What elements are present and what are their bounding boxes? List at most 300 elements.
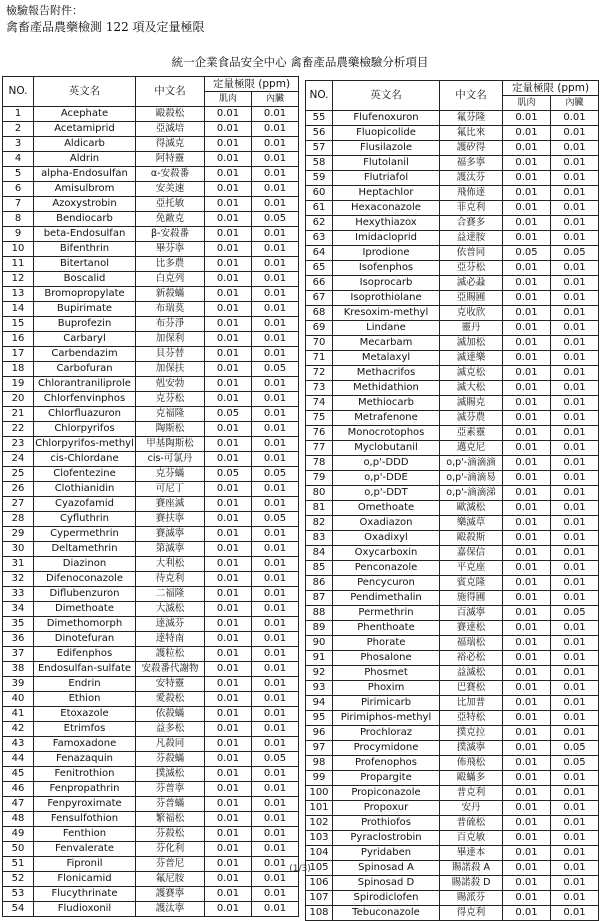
cell-chinese-name: 普克利 (440, 786, 503, 801)
cell-limit-organ: 0.01 (252, 167, 299, 182)
cell-no: 100 (306, 786, 333, 801)
cell-limit-organ: 0.01 (252, 707, 299, 722)
cell-chinese-name: 撲滅寧 (440, 741, 503, 756)
cell-limit-muscle: 0.01 (503, 876, 551, 891)
cell-limit-organ: 0.01 (252, 137, 299, 152)
cell-chinese-name: 賽滅寧 (136, 527, 205, 542)
table-row (306, 636, 599, 651)
cell-limit-organ: 0.01 (551, 396, 599, 411)
cell-english-name: Cyazofamid (34, 497, 136, 512)
cell-chinese-name: 滅加松 (440, 336, 503, 351)
cell-english-name: Aldrin (34, 152, 136, 167)
cell-no: 80 (306, 486, 333, 501)
cell-english-name: Hexythiazox (333, 216, 440, 231)
cell-english-name: Fensulfothion (34, 812, 136, 827)
cell-no: 95 (306, 711, 333, 726)
table-row (306, 786, 599, 801)
cell-limit-muscle: 0.01 (205, 302, 252, 317)
cell-limit-muscle: 0.01 (503, 381, 551, 396)
cell-chinese-name: 平克座 (440, 561, 503, 576)
cell-chinese-name: 大滅松 (136, 602, 205, 617)
cell-chinese-name: 克芬松 (136, 392, 205, 407)
cell-limit-organ: 0.01 (252, 572, 299, 587)
table-row (306, 396, 599, 411)
table-row (306, 516, 599, 531)
cell-english-name: Fenitrothion (34, 767, 136, 782)
pesticide-table-left (2, 76, 299, 917)
cell-english-name: Penconazole (333, 561, 440, 576)
cell-limit-organ: 0.01 (252, 347, 299, 362)
cell-limit-muscle: 0.01 (205, 602, 252, 617)
cell-no: 105 (306, 861, 333, 876)
cell-english-name: Kresoxim-methyl (333, 306, 440, 321)
cell-english-name: Imidacloprid (333, 231, 440, 246)
table-row (306, 906, 599, 921)
cell-english-name: Chlorfluazuron (34, 407, 136, 422)
cell-limit-muscle: 0.01 (503, 396, 551, 411)
cell-limit-muscle: 0.01 (503, 861, 551, 876)
cell-no: 13 (3, 287, 34, 302)
cell-limit-organ: 0.01 (252, 887, 299, 902)
cell-no: 85 (306, 561, 333, 576)
cell-limit-organ: 0.01 (252, 812, 299, 827)
cell-english-name: Clothianidin (34, 482, 136, 497)
table-row (3, 257, 299, 272)
cell-english-name: Monocrotophos (333, 426, 440, 441)
cell-limit-muscle: 0.01 (205, 527, 252, 542)
table-row (306, 321, 599, 336)
cell-limit-organ: 0.01 (551, 216, 599, 231)
cell-no: 56 (306, 126, 333, 141)
table-row (3, 107, 299, 122)
col-header-no: NO. (306, 81, 333, 111)
table-row (306, 216, 599, 231)
cell-limit-organ: 0.01 (252, 617, 299, 632)
table-row (306, 126, 599, 141)
cell-chinese-name: 滅大松 (440, 381, 503, 396)
col-header-english-name: 英文名 (333, 81, 440, 111)
table-row (306, 231, 599, 246)
cell-limit-muscle: 0.01 (205, 152, 252, 167)
cell-no: 42 (3, 722, 34, 737)
cell-no: 82 (306, 516, 333, 531)
cell-chinese-name: 賓克隆 (440, 576, 503, 591)
cell-limit-muscle: 0.01 (503, 351, 551, 366)
cell-limit-organ: 0.01 (551, 486, 599, 501)
cell-chinese-name: 賽扶寧 (136, 512, 205, 527)
cell-limit-organ: 0.01 (551, 381, 599, 396)
cell-english-name: Chlorpyrifos-methyl (34, 437, 136, 452)
cell-limit-organ: 0.01 (252, 257, 299, 272)
cell-chinese-name: 飛佈達 (440, 186, 503, 201)
col-header-muscle: 肌肉 (205, 92, 252, 107)
cell-limit-muscle: 0.01 (205, 767, 252, 782)
table-row (306, 741, 599, 756)
table-row (306, 891, 599, 906)
cell-no: 32 (3, 572, 34, 587)
cell-chinese-name: 繁福松 (136, 812, 205, 827)
cell-no: 74 (306, 396, 333, 411)
cell-no: 23 (3, 437, 34, 452)
cell-limit-organ: 0.01 (252, 407, 299, 422)
cell-chinese-name: 氟芬隆 (440, 111, 503, 126)
cell-limit-muscle: 0.01 (503, 486, 551, 501)
cell-no: 47 (3, 797, 34, 812)
cell-chinese-name: 護矽得 (440, 141, 503, 156)
cell-english-name: Methacrifos (333, 366, 440, 381)
cell-english-name: Phosmet (333, 666, 440, 681)
cell-english-name: Metalaxyl (333, 351, 440, 366)
table-row (3, 827, 299, 842)
cell-english-name: Bromopropylate (34, 287, 136, 302)
cell-limit-organ: 0.01 (252, 152, 299, 167)
cell-limit-organ: 0.01 (252, 797, 299, 812)
cell-chinese-name: 賽達松 (440, 621, 503, 636)
table-row (3, 452, 299, 467)
cell-english-name: Fenpyroximate (34, 797, 136, 812)
cell-chinese-name: 畢芬寧 (136, 242, 205, 257)
cell-english-name: Procymidone (333, 741, 440, 756)
table-row (306, 291, 599, 306)
cell-no: 65 (306, 261, 333, 276)
cell-limit-muscle: 0.01 (503, 711, 551, 726)
table-row (306, 606, 599, 621)
cell-no: 24 (3, 452, 34, 467)
cell-no: 58 (306, 156, 333, 171)
cell-chinese-name: 菲克利 (440, 201, 503, 216)
cell-chinese-name: 甲基陶斯松 (136, 437, 205, 452)
cell-limit-muscle: 0.01 (205, 392, 252, 407)
cell-chinese-name: 達特南 (136, 632, 205, 647)
table-row (3, 392, 299, 407)
cell-chinese-name: 依普同 (440, 246, 503, 261)
cell-english-name: Isofenphos (333, 261, 440, 276)
table-row (3, 362, 299, 377)
cell-limit-muscle: 0.01 (205, 677, 252, 692)
cell-limit-muscle: 0.01 (503, 531, 551, 546)
cell-no: 29 (3, 527, 34, 542)
table-row (3, 167, 299, 182)
table-row (306, 156, 599, 171)
cell-limit-muscle: 0.01 (205, 827, 252, 842)
cell-no: 99 (306, 771, 333, 786)
cell-no: 43 (3, 737, 34, 752)
cell-limit-muscle: 0.01 (503, 696, 551, 711)
table-body-right (306, 111, 599, 921)
cell-limit-organ: 0.05 (252, 212, 299, 227)
cell-no: 66 (306, 276, 333, 291)
cell-no: 77 (306, 441, 333, 456)
cell-english-name: Chlorantraniliprole (34, 377, 136, 392)
table-row (3, 527, 299, 542)
cell-no: 88 (306, 606, 333, 621)
cell-english-name: Amisulbrom (34, 182, 136, 197)
cell-limit-organ: 0.01 (252, 872, 299, 887)
cell-no: 60 (306, 186, 333, 201)
cell-english-name: Fenpropathrin (34, 782, 136, 797)
cell-limit-organ: 0.05 (252, 362, 299, 377)
cell-limit-organ: 0.01 (551, 426, 599, 441)
cell-limit-organ: 0.01 (252, 422, 299, 437)
cell-limit-muscle: 0.01 (503, 321, 551, 336)
cell-chinese-name: 亞賜圃 (440, 291, 503, 306)
cell-no: 57 (306, 141, 333, 156)
cell-no: 93 (306, 681, 333, 696)
cell-no: 90 (306, 636, 333, 651)
table-row (3, 197, 299, 212)
table-row (3, 812, 299, 827)
cell-limit-muscle: 0.05 (503, 246, 551, 261)
cell-english-name: Hexaconazole (333, 201, 440, 216)
cell-english-name: Azoxystrobin (34, 197, 136, 212)
cell-limit-organ: 0.01 (252, 857, 299, 872)
cell-english-name: cis-Chlordane (34, 452, 136, 467)
table-row (306, 201, 599, 216)
cell-english-name: Fenvalerate (34, 842, 136, 857)
table-row (3, 557, 299, 572)
cell-limit-organ: 0.01 (252, 782, 299, 797)
cell-chinese-name: 比加普 (440, 696, 503, 711)
cell-no: 14 (3, 302, 34, 317)
cell-no: 91 (306, 651, 333, 666)
cell-english-name: Pyraclostrobin (333, 831, 440, 846)
cell-chinese-name: 布瑞莫 (136, 302, 205, 317)
table-row (306, 531, 599, 546)
cell-chinese-name: 亞特松 (440, 711, 503, 726)
col-header-organ: 內臟 (252, 92, 299, 107)
cell-limit-organ: 0.01 (252, 332, 299, 347)
cell-limit-muscle: 0.01 (205, 557, 252, 572)
table-row (306, 726, 599, 741)
cell-chinese-name: 陶斯松 (136, 422, 205, 437)
cell-limit-muscle: 0.01 (205, 287, 252, 302)
cell-limit-muscle: 0.01 (205, 122, 252, 137)
cell-chinese-name: 安丹 (440, 801, 503, 816)
table-title: 統一企業食品安全中心 禽畜產品農藥檢驗分析項目 (171, 55, 429, 69)
cell-limit-organ: 0.01 (551, 576, 599, 591)
col-header-quant-limit: 定量極限 (ppm) (205, 77, 299, 92)
cell-limit-organ: 0.01 (551, 351, 599, 366)
col-header-english-name: 英文名 (34, 77, 136, 107)
table-row (306, 696, 599, 711)
table-row (3, 572, 299, 587)
table-row (306, 351, 599, 366)
cell-no: 83 (306, 531, 333, 546)
cell-chinese-name: cis-可氯丹 (136, 452, 205, 467)
cell-chinese-name: 益滅松 (440, 666, 503, 681)
cell-limit-muscle: 0.01 (503, 261, 551, 276)
cell-chinese-name: 大利松 (136, 557, 205, 572)
cell-limit-organ: 0.01 (551, 696, 599, 711)
cell-chinese-name: 護汰寧 (136, 902, 205, 917)
cell-limit-organ: 0.01 (551, 861, 599, 876)
cell-limit-muscle: 0.01 (503, 756, 551, 771)
cell-no: 28 (3, 512, 34, 527)
cell-limit-muscle: 0.01 (503, 846, 551, 861)
cell-limit-organ: 0.01 (551, 591, 599, 606)
cell-english-name: Diazinon (34, 557, 136, 572)
cell-no: 21 (3, 407, 34, 422)
cell-limit-organ: 0.01 (551, 261, 599, 276)
cell-no: 30 (3, 542, 34, 557)
cell-no: 70 (306, 336, 333, 351)
cell-limit-muscle: 0.01 (503, 891, 551, 906)
cell-english-name: Fipronil (34, 857, 136, 872)
cell-english-name: Bifenthrin (34, 242, 136, 257)
table-row (3, 182, 299, 197)
cell-no: 71 (306, 351, 333, 366)
cell-english-name: Endrin (34, 677, 136, 692)
cell-chinese-name: 依殺蟎 (136, 707, 205, 722)
cell-english-name: Mecarbam (333, 336, 440, 351)
cell-limit-organ: 0.01 (551, 501, 599, 516)
cell-chinese-name: 賜派芬 (440, 891, 503, 906)
cell-english-name: Propoxur (333, 801, 440, 816)
table-row (3, 137, 299, 152)
cell-limit-muscle: 0.01 (205, 257, 252, 272)
pesticide-table-right (305, 80, 599, 921)
cell-english-name: Spinosad D (333, 876, 440, 891)
cell-chinese-name: 得克利 (440, 906, 503, 921)
cell-chinese-name: 芬殺松 (136, 827, 205, 842)
cell-no: 104 (306, 846, 333, 861)
cell-english-name: Ethion (34, 692, 136, 707)
cell-chinese-name: 免敵克 (136, 212, 205, 227)
cell-limit-muscle: 0.01 (503, 636, 551, 651)
cell-chinese-name: 賜諾殺 D (440, 876, 503, 891)
cell-english-name: Diflubenzuron (34, 587, 136, 602)
cell-no: 72 (306, 366, 333, 381)
col-header-quant-limit: 定量極限 (ppm) (503, 81, 599, 96)
cell-english-name: Pyridaben (333, 846, 440, 861)
cell-limit-organ: 0.01 (252, 452, 299, 467)
cell-limit-muscle: 0.01 (503, 291, 551, 306)
cell-limit-organ: 0.01 (551, 846, 599, 861)
table-row (3, 122, 299, 137)
cell-limit-muscle: 0.01 (205, 107, 252, 122)
cell-limit-muscle: 0.01 (205, 797, 252, 812)
cell-limit-muscle: 0.01 (205, 752, 252, 767)
cell-english-name: Pencycuron (333, 576, 440, 591)
cell-no: 51 (3, 857, 34, 872)
cell-no: 108 (306, 906, 333, 921)
cell-no: 40 (3, 692, 34, 707)
cell-english-name: Aldicarb (34, 137, 136, 152)
cell-english-name: Bupirimate (34, 302, 136, 317)
cell-limit-muscle: 0.01 (205, 632, 252, 647)
cell-limit-organ: 0.01 (551, 621, 599, 636)
cell-limit-muscle: 0.01 (205, 167, 252, 182)
cell-limit-muscle: 0.01 (503, 111, 551, 126)
table-row (3, 842, 299, 857)
cell-english-name: Isoprocarb (333, 276, 440, 291)
cell-english-name: Bendiocarb (34, 212, 136, 227)
cell-limit-muscle: 0.01 (205, 542, 252, 557)
cell-english-name: Flonicamid (34, 872, 136, 887)
cell-limit-muscle: 0.01 (205, 572, 252, 587)
cell-english-name: Phoxim (333, 681, 440, 696)
cell-english-name: Carbofuran (34, 362, 136, 377)
cell-chinese-name: o,p'-滴滴滴 (440, 456, 503, 471)
cell-chinese-name: 毆殺松 (136, 107, 205, 122)
cell-english-name: o,p'-DDE (333, 471, 440, 486)
cell-limit-muscle: 0.01 (205, 782, 252, 797)
cell-chinese-name: o,p'-滴滴易 (440, 471, 503, 486)
cell-limit-muscle: 0.01 (205, 272, 252, 287)
cell-chinese-name: 護汰芬 (440, 171, 503, 186)
cell-no: 36 (3, 632, 34, 647)
cell-no: 107 (306, 891, 333, 906)
cell-chinese-name: 加保扶 (136, 362, 205, 377)
cell-limit-muscle: 0.01 (503, 726, 551, 741)
table-row (306, 111, 599, 126)
cell-chinese-name: 新殺蟎 (136, 287, 205, 302)
cell-limit-organ: 0.01 (551, 201, 599, 216)
cell-limit-muscle: 0.01 (503, 516, 551, 531)
cell-chinese-name: 安殺番代謝物 (136, 662, 205, 677)
cell-english-name: Difenoconazole (34, 572, 136, 587)
cell-limit-organ: 0.05 (551, 756, 599, 771)
table-row (306, 831, 599, 846)
cell-limit-organ: 0.01 (551, 411, 599, 426)
cell-english-name: Flutriafol (333, 171, 440, 186)
cell-limit-organ: 0.01 (551, 111, 599, 126)
cell-no: 34 (3, 602, 34, 617)
cell-no: 84 (306, 546, 333, 561)
cell-limit-muscle: 0.01 (205, 587, 252, 602)
cell-no: 3 (3, 137, 34, 152)
cell-chinese-name: 益達胺 (440, 231, 503, 246)
cell-english-name: Permethrin (333, 606, 440, 621)
cell-chinese-name: 芬普尼 (136, 857, 205, 872)
cell-chinese-name: 芬化利 (136, 842, 205, 857)
cell-chinese-name: 安特靈 (136, 677, 205, 692)
cell-no: 67 (306, 291, 333, 306)
cell-no: 54 (3, 902, 34, 917)
cell-english-name: Omethoate (333, 501, 440, 516)
cell-chinese-name: 克福隆 (136, 407, 205, 422)
cell-limit-muscle: 0.01 (503, 741, 551, 756)
cell-chinese-name: 護賽寧 (136, 887, 205, 902)
cell-no: 18 (3, 362, 34, 377)
cell-no: 6 (3, 182, 34, 197)
cell-limit-muscle: 0.01 (503, 606, 551, 621)
cell-no: 25 (3, 467, 34, 482)
table-row (3, 212, 299, 227)
table-row (306, 261, 599, 276)
cell-limit-muscle: 0.01 (503, 501, 551, 516)
cell-chinese-name: 克收欣 (440, 306, 503, 321)
cell-limit-muscle: 0.01 (205, 437, 252, 452)
cell-english-name: Lindane (333, 321, 440, 336)
cell-limit-muscle: 0.01 (205, 422, 252, 437)
cell-english-name: Flutolanil (333, 156, 440, 171)
report-attachment-label: 檢驗報告附件： (6, 4, 83, 17)
table-row (306, 456, 599, 471)
cell-limit-organ: 0.01 (252, 242, 299, 257)
cell-no: 81 (306, 501, 333, 516)
table-row (3, 317, 299, 332)
cell-no: 22 (3, 422, 34, 437)
cell-no: 10 (3, 242, 34, 257)
cell-limit-muscle: 0.01 (205, 377, 252, 392)
cell-chinese-name: 滅達樂 (440, 351, 503, 366)
table-row (3, 692, 299, 707)
cell-chinese-name: 樂滅草 (440, 516, 503, 531)
cell-limit-organ: 0.05 (252, 752, 299, 767)
cell-english-name: Methiocarb (333, 396, 440, 411)
cell-limit-muscle: 0.01 (503, 456, 551, 471)
